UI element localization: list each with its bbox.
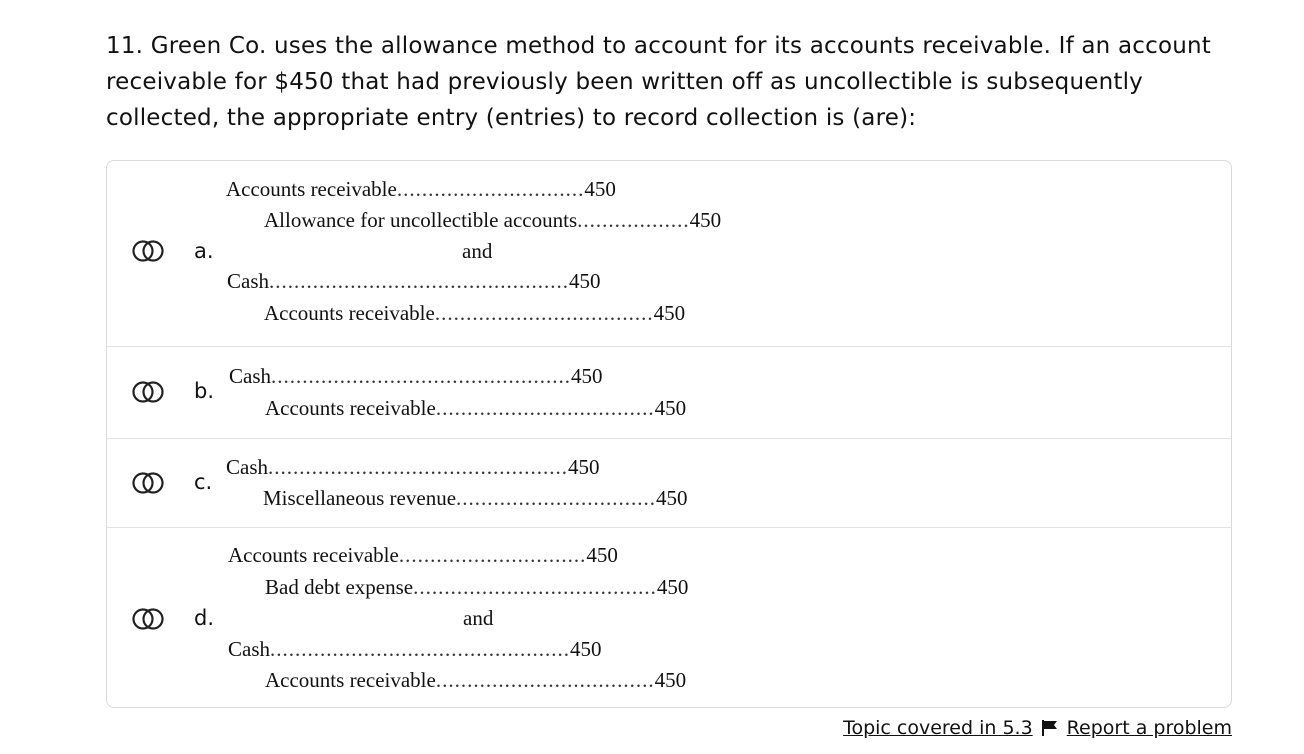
account-name: Allowance for uncollectible accounts bbox=[264, 208, 578, 232]
amount: 450 bbox=[654, 396, 687, 420]
account-name: Accounts receivable bbox=[228, 543, 399, 567]
option-d[interactable] bbox=[107, 527, 1231, 709]
amount: 450 bbox=[584, 177, 616, 201]
option-letter: b. bbox=[194, 379, 215, 403]
account-name: Accounts receivable bbox=[264, 301, 435, 325]
leader-dots: ................................... bbox=[435, 668, 655, 692]
amount: 450 bbox=[586, 543, 618, 567]
leader-dots: ................................ bbox=[456, 486, 657, 510]
option-a[interactable] bbox=[107, 161, 1231, 346]
leader-dots: ................................................ bbox=[268, 455, 568, 479]
option-letter: a. bbox=[194, 239, 214, 263]
entry-line bbox=[229, 364, 603, 389]
account-name: Miscellaneous revenue bbox=[263, 486, 457, 510]
amount: 450 bbox=[656, 486, 688, 510]
account-name: Accounts receivable bbox=[265, 396, 436, 420]
topic-link[interactable]: Topic covered in 5.3 bbox=[843, 717, 1033, 739]
amount: 450 bbox=[571, 364, 603, 388]
amount: 450 bbox=[689, 208, 722, 232]
account-name: Accounts receivable bbox=[265, 668, 436, 692]
radio-toggle-icon[interactable] bbox=[132, 240, 164, 262]
answer-options bbox=[106, 160, 1232, 708]
leader-dots: ....................................... bbox=[413, 575, 657, 599]
footer-links bbox=[843, 717, 1232, 739]
amount: 450 bbox=[654, 668, 687, 692]
option-letter: d. bbox=[194, 606, 215, 630]
flag-icon[interactable] bbox=[1041, 720, 1059, 736]
and-label: and bbox=[463, 606, 494, 630]
option-b[interactable] bbox=[107, 346, 1231, 439]
account-name: Cash bbox=[226, 455, 268, 479]
leader-dots: ................................... bbox=[434, 301, 654, 325]
and-label: and bbox=[462, 239, 493, 263]
option-c[interactable] bbox=[107, 438, 1231, 528]
option-letter: c. bbox=[194, 470, 213, 494]
leader-dots: ................................................ bbox=[269, 269, 569, 293]
account-name: Accounts receivable bbox=[226, 177, 397, 201]
entry-line bbox=[264, 208, 721, 233]
entry-line bbox=[264, 301, 685, 326]
leader-dots: .................. bbox=[577, 208, 690, 232]
account-name: Bad debt expense bbox=[265, 575, 414, 599]
leader-dots: .............................. bbox=[398, 543, 587, 567]
amount: 450 bbox=[569, 269, 601, 293]
leader-dots: .............................. bbox=[396, 177, 585, 201]
question-text: 11. Green Co. uses the allowance method to account for its accounts receivable. If an account receivable for $450 that had previously been written off as uncollectible is subsequently collected, the appropriate entry (entries) to record collection is (are): bbox=[106, 33, 1211, 131]
leader-dots: ................................... bbox=[435, 396, 655, 420]
entry-line bbox=[227, 269, 601, 294]
entry-line bbox=[228, 543, 618, 568]
amount: 450 bbox=[570, 637, 602, 661]
account-name: Cash bbox=[229, 364, 271, 388]
amount: 450 bbox=[653, 301, 686, 325]
entry-line bbox=[265, 575, 688, 600]
leader-dots: ................................................ bbox=[270, 637, 570, 661]
account-name: Cash bbox=[228, 637, 270, 661]
entry-line bbox=[226, 177, 616, 202]
amount: 450 bbox=[568, 455, 600, 479]
radio-toggle-icon[interactable] bbox=[132, 381, 164, 403]
entry-line bbox=[226, 455, 600, 480]
entry-line bbox=[265, 668, 686, 693]
radio-toggle-icon[interactable] bbox=[132, 608, 164, 630]
entry-line bbox=[228, 637, 602, 662]
amount: 450 bbox=[656, 575, 689, 599]
entry-line bbox=[265, 396, 686, 421]
report-problem-link[interactable]: Report a problem bbox=[1066, 717, 1232, 739]
account-name: Cash bbox=[227, 269, 269, 293]
leader-dots: ................................................ bbox=[271, 364, 571, 388]
entry-line bbox=[263, 486, 688, 511]
radio-toggle-icon[interactable] bbox=[132, 472, 164, 494]
